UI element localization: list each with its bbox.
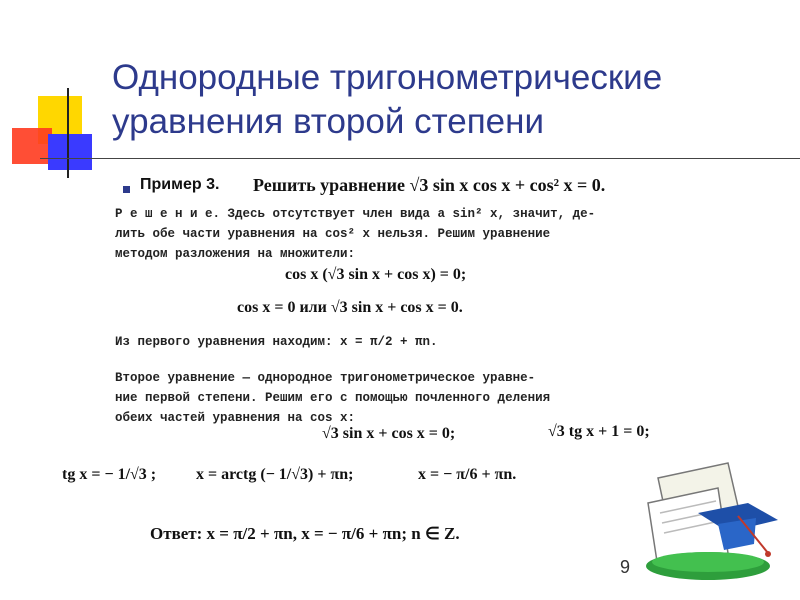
equation-tangent: √3 tg x + 1 = 0;	[548, 423, 650, 440]
bullet-icon	[123, 186, 130, 193]
example-label: Пример 3.	[140, 176, 220, 193]
graduation-cap-with-scroll-icon	[628, 458, 788, 588]
decor-vertical-line	[67, 88, 69, 178]
equation-homogeneous: √3 sin x + cos x = 0;	[322, 425, 456, 442]
answer: Ответ: x = π/2 + πn, x = − π/6 + πn; n ∈ Z.	[150, 524, 460, 543]
slide-title	[112, 56, 772, 144]
decor-blue-square	[48, 134, 92, 170]
equation-split: cos x = 0 или √3 sin x + cos x = 0.	[237, 299, 463, 316]
solution-paragraph-2: Из первого уравнения находим: x = π/2 + πn.	[115, 335, 438, 349]
page-number: 9	[620, 557, 631, 577]
solution-paragraph-3-line: ние первой степени. Решим его с помощью почленного деления	[115, 391, 551, 405]
solution-paragraph-3	[115, 368, 550, 428]
equation-factored: cos x (√3 sin x + cos x) = 0;	[285, 266, 467, 283]
solution-paragraph-3-line: обеих частей уравнения на cos x:	[115, 411, 356, 425]
slide-title-line1: Однородные тригонометрические	[112, 58, 663, 97]
solution-paragraph-3-line: Второе уравнение — однородное тригонометрическое уравне-	[115, 371, 536, 385]
solution-paragraph-1-line: Р е ш е н и е. Здесь отсутствует член вида a sin² x, значит, де-	[115, 207, 596, 221]
solution-paragraph-1-line: лить обе части уравнения на cos² x нельзя. Решим уравнение	[115, 227, 551, 241]
slide-title-line2: уравнения второй степени	[112, 102, 545, 141]
equation-arctg: x = arctg (− 1/√3) + πn;	[196, 466, 354, 483]
solution-paragraph-1	[115, 204, 595, 264]
title-divider	[40, 158, 800, 159]
equation-tg-value: tg x = − 1/√3 ;	[62, 466, 157, 483]
equation-result: x = − π/6 + πn.	[418, 466, 517, 483]
example-task: Решить уравнение √3 sin x cos x + cos² x = 0.	[253, 175, 606, 195]
solution-paragraph-1-line: методом разложения на множители:	[115, 247, 356, 261]
